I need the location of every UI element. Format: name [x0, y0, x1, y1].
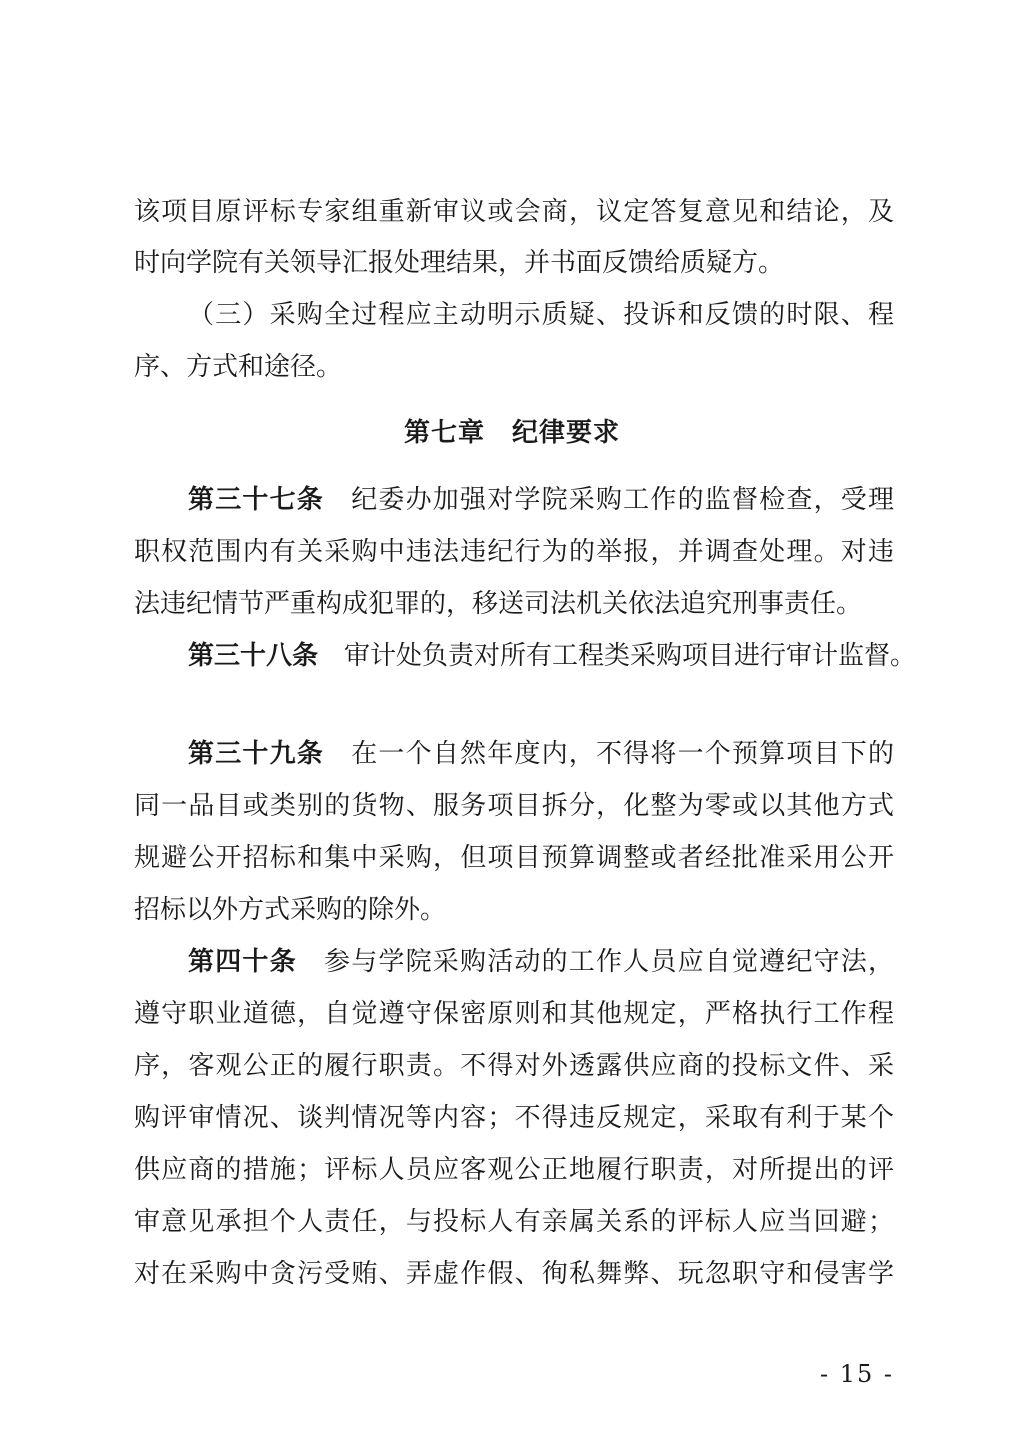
- article-40-text: 参与学院采购活动的工作人员应自觉遵纪守法，: [324, 947, 894, 977]
- article-39-line-3: 规避公开招标和集中采购，但项目预算调整或者经批准采用公开: [134, 843, 894, 873]
- paragraph-line: 该项目原评标专家组重新审议或会商，议定答复意见和结论，及: [134, 197, 894, 227]
- article-40-line-3: 序，客观公正的履行职责。不得对外透露供应商的投标文件、采: [134, 1051, 894, 1081]
- article-39-label: 第三十九条: [188, 739, 324, 769]
- article-40-line-4: 购评审情况、谈判情况等内容；不得违反规定，采取有利于某个: [134, 1103, 894, 1133]
- article-39-line-1: [188, 737, 894, 771]
- article-39-line-4: 招标以外方式采购的除外。: [134, 895, 447, 925]
- article-38-label: 第三十八条: [188, 641, 319, 671]
- page-number: - 15 -: [819, 1360, 894, 1388]
- article-40-line-2: 遵守职业道德，自觉遵守保密原则和其他规定，严格执行工作程: [134, 999, 894, 1029]
- article-40-line-1: [188, 945, 894, 979]
- paragraph-line: （三）采购全过程应主动明示质疑、投诉和反馈的时限、程: [188, 300, 894, 330]
- article-37-line-1: [188, 483, 894, 517]
- article-37-label: 第三十七条: [188, 485, 324, 515]
- article-37-line-3: 法违纪情节严重构成犯罪的，移送司法机关依法追究刑事责任。: [134, 589, 863, 619]
- article-39-line-2: 同一品目或类别的货物、服务项目拆分，化整为零或以其他方式: [134, 791, 894, 821]
- article-40-line-7: 对在采购中贪污受贿、弄虚作假、徇私舞弊、玩忽职守和侵害学: [134, 1259, 894, 1289]
- paragraph-line: 时向学院有关领导汇报处理结果，并书面反馈给质疑方。: [134, 248, 785, 278]
- article-37-line-2: 职权范围内有关采购中违法违纪行为的举报，并调查处理。对违: [134, 537, 894, 567]
- article-40-line-6: 审意见承担个人责任，与投标人有亲属关系的评标人应当回避；: [134, 1207, 894, 1237]
- paragraph-line: 序、方式和途径。: [134, 352, 343, 382]
- article-40-line-5: 供应商的措施；评标人员应客观公正地履行职责，对所提出的评: [134, 1155, 894, 1185]
- article-38-line-1: [188, 639, 917, 673]
- article-39-text: 在一个自然年度内，不得将一个预算项目下的: [351, 739, 894, 769]
- article-37-text: 纪委办加强对学院采购工作的监督检查，受理: [351, 485, 894, 515]
- chapter-heading: 第七章 纪律要求: [403, 418, 620, 448]
- article-38-text: 审计处负责对所有工程类采购项目进行审计监督。: [344, 641, 917, 671]
- article-40-label: 第四十条: [188, 947, 297, 977]
